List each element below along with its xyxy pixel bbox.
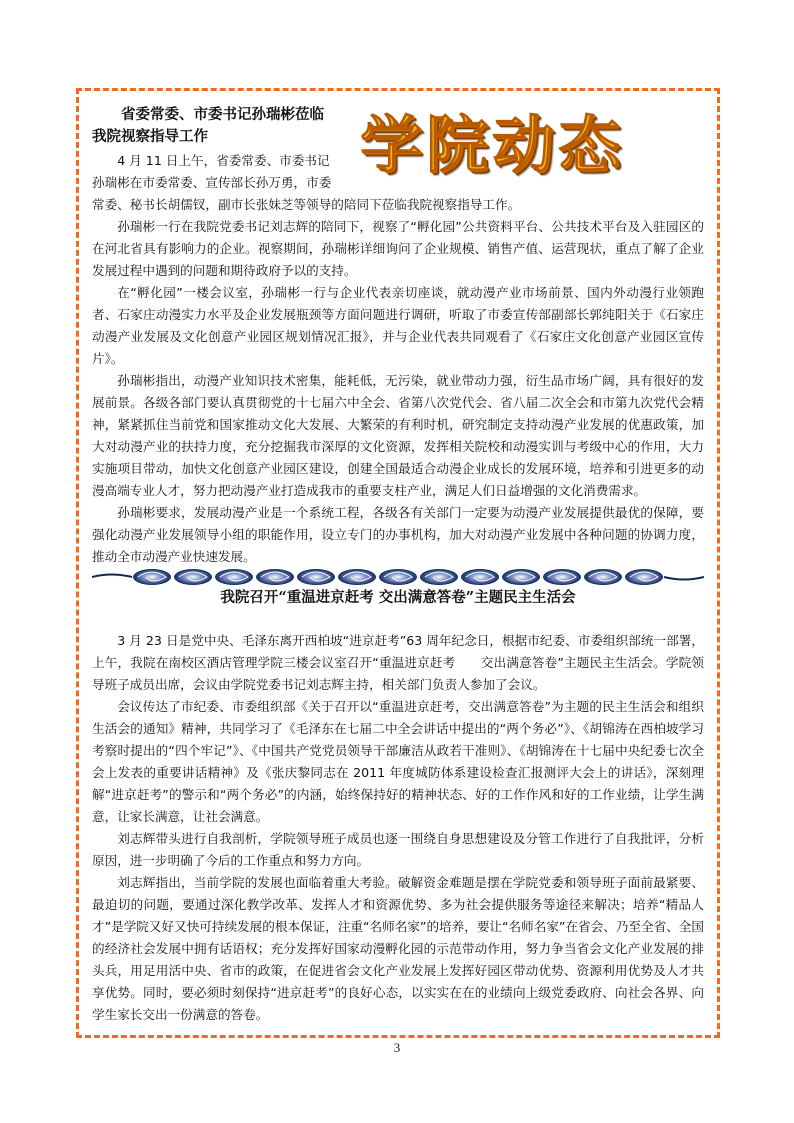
decorative-divider	[92, 566, 704, 588]
lead-line: 常委、秘书长胡儒钗，副市长张妹芝等领导的陪同下莅临我院视察指导工作。	[92, 197, 521, 212]
paragraph: 会议传达了市纪委、市委组织部《关于召开以“重温进京赶考，交出满意答卷”为主题的民主生活会和组织生活会的通知》精神，共同学习了《毛泽东在七届二中全会讲话中提出的“两个务必”》、《胡锦涛在西柏坡学习考察时提出的“四个牢记”》、《中国共产党党员领导干部廉洁从政若干准则》、《胡锦涛在十七届中央纪委七次全会上发表的重要讲话精神》及《张庆黎同志在 2011 年度城防体系建设检查汇报测评大会上的讲话》，深刻理解“进京赶考”的警示和“两个务必”的内涵，始终保持好的精神状态、好的工作作风和好的工作业绩，让学生满意，让家长满意，让社会满意。	[92, 699, 704, 824]
paragraph: 刘志辉指出，当前学院的发展也面临着重大考验。破解资金难题是摆在学院党委和领导班子面前最紧要、最迫切的问题，要通过深化教学改革、发挥人才和资源优势、多为社会提供服务等途径来解决；培养“精品人才”是学院又好又快可持续发展的根本保证，注重“名师名家”的培养，要让“名师名家”在省会、乃至全省、全国的经济社会发展中拥有话语权；充分发挥好国家动漫孵化园的示范带动作用，努力争当省会文化产业发展的排头兵，用足用活中央、省市的政策，在促进省会文化产业发展上发挥好园区带动优势、资源利用优势及人才共享优势。同时，要必须时刻保持“进京赶考”的良好心态，以实实在在的业绩向上级党委政府、向社会各界、向学生家长交出一份满意的答卷。	[92, 875, 704, 1022]
paragraph: 在“孵化园”一楼会议室，孙瑞彬一行与企业代表亲切座谈，就动漫产业市场前景、国内外动漫行业领跑者、石家庄动漫实力水平及企业发展瓶颈等方面问题进行调研，听取了市委宣传部副部长郭纯阳关于《石家庄动漫产业发展及文化创意产业园区规划情况汇报》，并与企业代表共同观看了《石家庄文化创意产业园区宣传片》。	[92, 285, 704, 366]
article-title	[92, 104, 704, 148]
section-banner: 学院动态	[360, 108, 625, 181]
paragraph: 孙瑞彬指出，动漫产业知识技术密集，能耗低，无污染，就业带动力强，衍生品市场广阔，具有很好的发展前景。各级各部门要认真贯彻党的十七届六中全会、省第八次党代会、省八届二次全会和市第九次党代会精神，紧紧抓住当前党和国家推动文化大发展、大繁荣的有利时机，研究制定支持动漫产业发展的优惠政策，加大对动漫产业的扶持力度，充分挖掘我市深厚的文化资源，发挥相关院校和动漫实训与考级中心的作用，大力实施项目带动，加快文化创意产业园区建设，创建全国最适合动漫企业成长的发展环境，培养和引进更多的动漫高端专业人才，努力把动漫产业打造成我市的重要支柱产业，满足人们日益增强的文化消费需求。	[92, 373, 704, 498]
page-number: 3	[393, 1040, 401, 1055]
lead-line: 4 月 11 日上午，省委常委、市委书记	[117, 153, 330, 168]
article-visit	[92, 104, 704, 568]
paragraph: 刘志辉带头进行自我剖析，学院领导班子成员也逐一围绕自身思想建设及分管工作进行了自我批评，分析原因，进一步明确了今后的工作重点和努力方向。	[92, 831, 704, 868]
paragraph: 孙瑞彬要求，发展动漫产业是一个系统工程，各级各有关部门一定要为动漫产业发展提供最优的保障，要强化动漫产业发展领导小组的职能作用，设立专门的办事机构，加大对动漫产业发展中各种问题的协调力度，推动全市动漫产业快速发展。	[92, 505, 704, 564]
paragraph: 3 月 23 日是党中央、毛泽东离开西柏坡“进京赶考”63 周年纪念日，根据市纪委、市委组织部统一部署，上午，我院在南校区酒店管理学院三楼会议室召开“重温进京赶考 交出满意答卷”主题民主生活会。学院领导班子成员出席，会议由学院党委书记刘志辉主持，相关部门负责人参加了会议。	[92, 633, 704, 692]
article-title-line2: 我院视察指导工作	[92, 128, 208, 145]
article-meeting	[92, 630, 704, 1026]
paragraph: 孙瑞彬一行在我院党委书记刘志辉的陪同下，视察了“孵化园”公共资料平台、公共技术平台及入驻园区的在河北省具有影响力的企业。视察期间，孙瑞彬详细询问了企业规模、销售产值、运营现状，重点了解了企业发展过程中遇到的问题和期待政府予以的支持。	[92, 219, 704, 278]
article-title-line1: 省委常委、市委书记孙瑞彬莅临	[121, 106, 324, 123]
lead-text	[92, 150, 362, 194]
lead-line: 孙瑞彬在市委常委、宣传部长孙万勇，市委	[92, 175, 332, 190]
article-title: 我院召开“重温进京赶考 交出满意答卷”主题民主生活会	[220, 589, 576, 606]
